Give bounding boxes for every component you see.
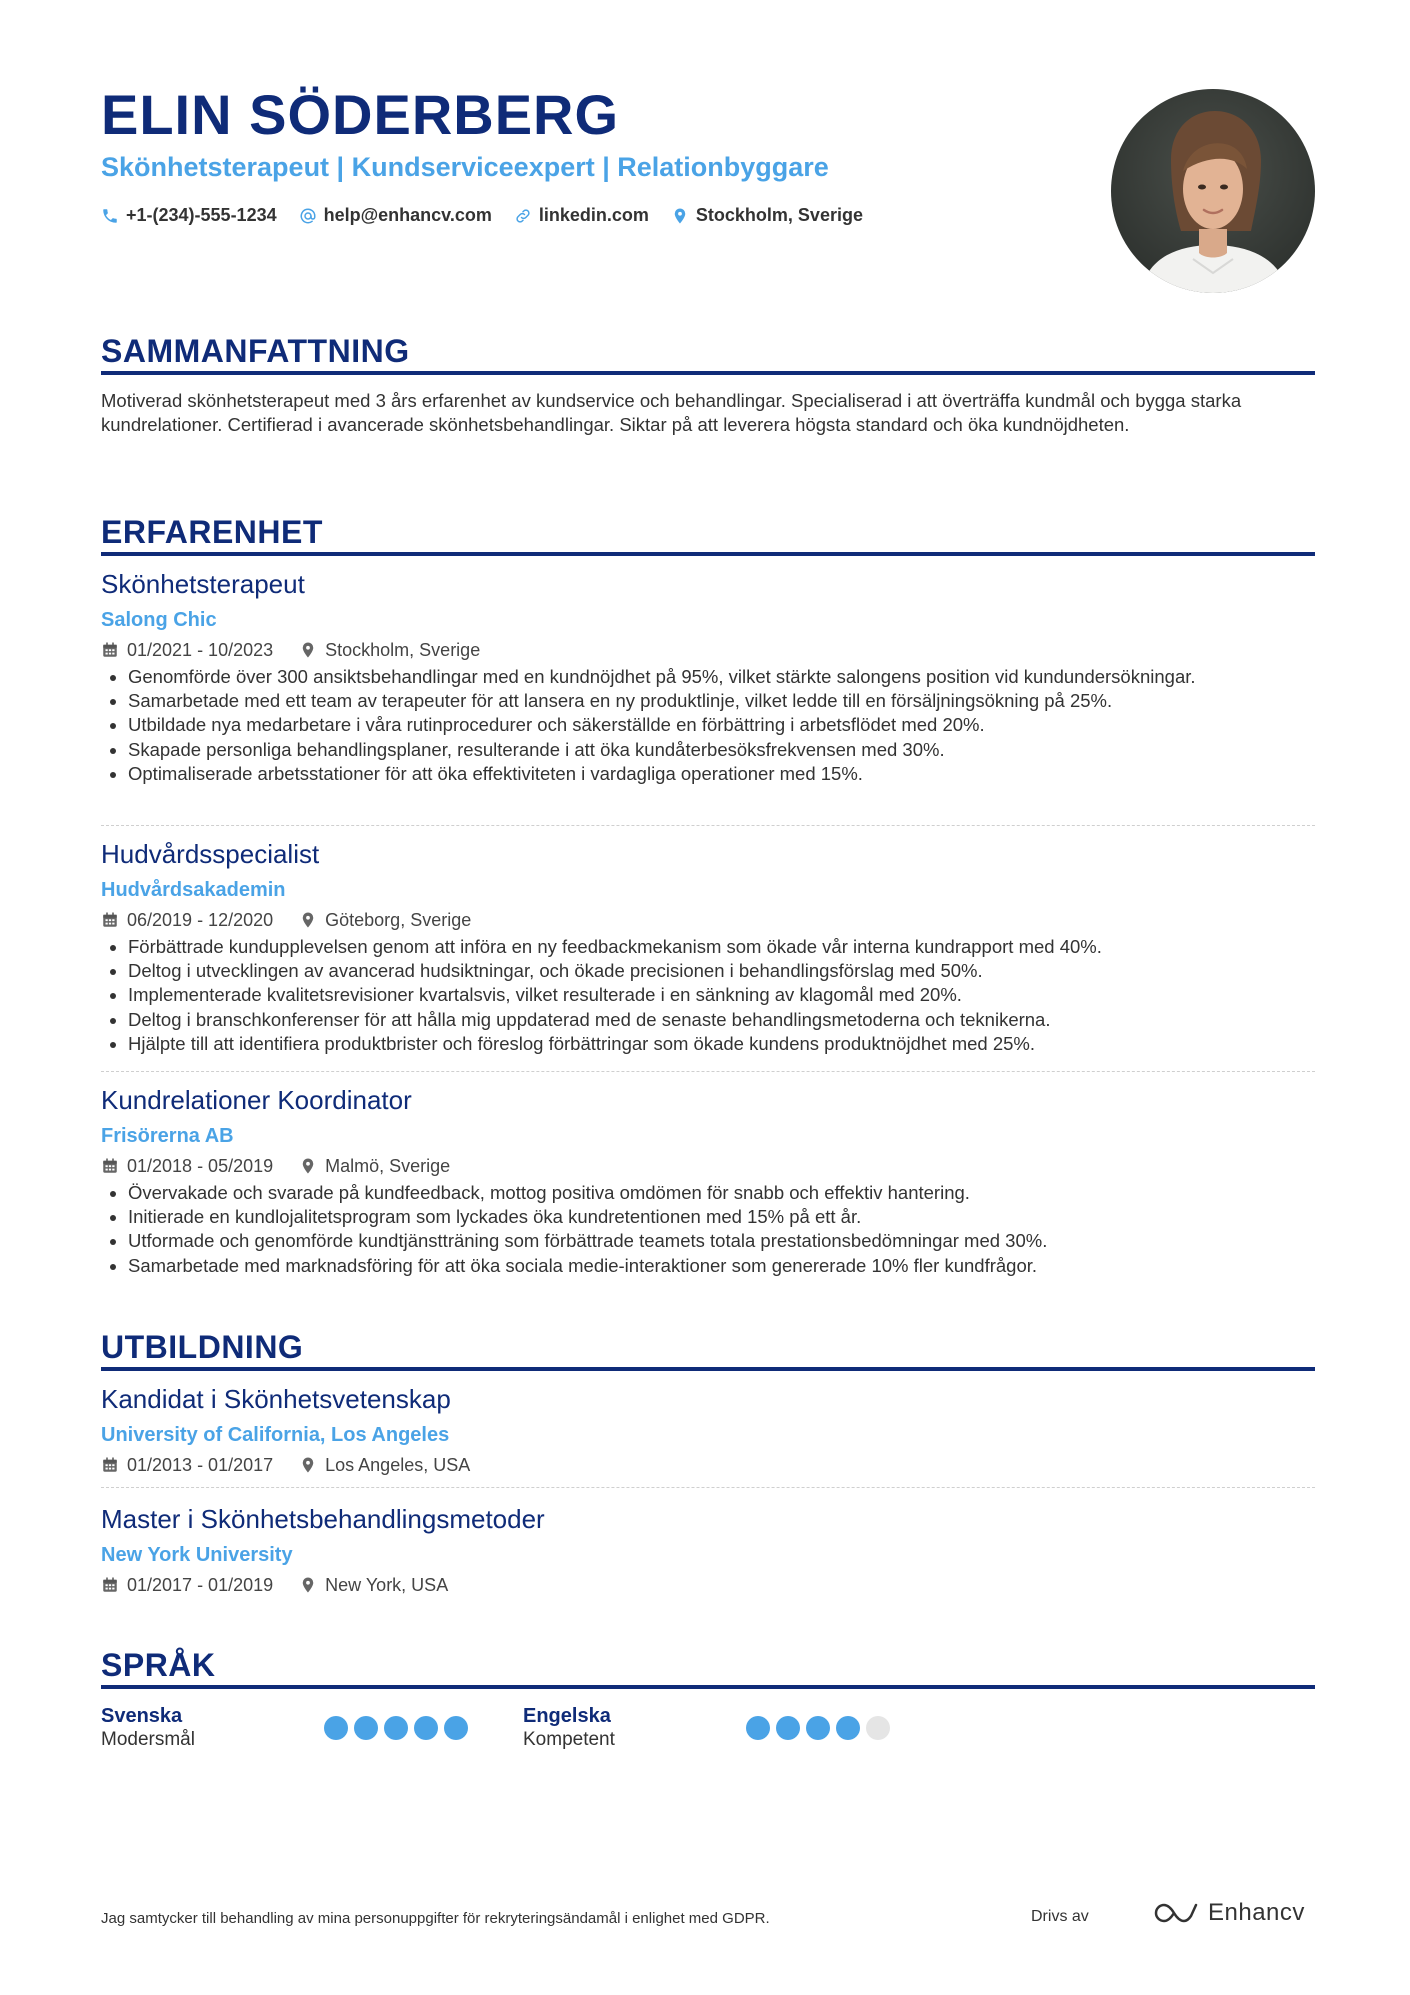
language-level: Kompetent [523,1729,615,1750]
section-rule [101,1685,1315,1689]
date-range [101,1454,273,1476]
degree-title: Kandidat i Skönhetsvetenskap [101,1384,451,1414]
list-item: • Förbättrade kundupplevelsen genom att införa en ny feedbackmekanism som ökade vår interna kundrapport med 40%. [128,935,1315,959]
location-text: Stockholm, Sverige [695,205,863,225]
list-item: • Optimaliserade arbetsstationer för att öka effektiviteten i vardagliga operationer med 15%. [128,762,1315,786]
contact-email[interactable] [299,205,492,226]
section-title-education: UTBILDNING [101,1329,304,1365]
section-rule [101,371,1315,375]
phone-text: +1-(234)-555-1234 [126,205,277,225]
phone-icon [101,207,119,225]
map-pin-icon [671,207,689,225]
achievement-list [101,935,1315,1056]
location-text: New York, USA [325,1575,449,1595]
degree-title: Master i Skönhetsbehandlingsmetoder [101,1504,545,1534]
portrait-photo-icon [1111,89,1315,293]
section-title-experience: ERFARENHET [101,514,323,550]
entry-divider [101,1071,1315,1072]
location-text: Malmö, Sverige [325,1156,451,1176]
list-item: • Samarbetade med marknadsföring för att öka sociala medie-interaktioner som genererade 10% fler kundfrågor. [128,1254,1315,1278]
dates-text: 01/2021 - 10/2023 [127,640,274,660]
list-item: • Övervakade och svarade på kundfeedback, mottog positiva omdömen för snabb och effektiv hantering. [128,1181,1315,1205]
date-range [101,1574,273,1596]
calendar-icon [101,1157,119,1175]
enhancv-logo[interactable] [1152,1899,1305,1927]
rating-dot-filled [384,1716,408,1740]
dates-text: 01/2013 - 01/2017 [127,1455,274,1475]
job-location [299,1155,450,1177]
job-title: Skönhetsterapeut [101,569,305,599]
map-pin-icon [299,1576,317,1594]
rating-dot-filled [776,1716,800,1740]
language-name: Engelska [523,1705,611,1727]
contact-phone[interactable] [101,205,277,226]
school-location [299,1574,448,1596]
linkedin-text: linkedin.com [538,205,649,225]
location-text: Göteborg, Sverige [325,910,472,930]
tagline: Skönhetsterapeut | Kundserviceexpert | Relationbyggare [101,152,829,182]
education-entry [101,1502,1315,1596]
job-location [299,639,480,661]
list-item: • Samarbetade med ett team av terapeuter för att lansera en ny produktlinje, vilket ledde till en försäljningsökning på 25%. [128,689,1315,713]
section-title-summary: SAMMANFATTNING [101,333,410,369]
rating-dot-filled [746,1716,770,1740]
school-name: New York University [101,1544,293,1566]
dates-text: 06/2019 - 12/2020 [127,910,274,930]
school-name: University of California, Los Angeles [101,1424,450,1446]
company-name: Salong Chic [101,609,217,631]
list-item: • Utbildade nya medarbetare i våra rutinprocedurer och säkerställde en förbättring i arbetsflödet med 20%. [128,713,1315,737]
map-pin-icon [299,1456,317,1474]
list-item: • Skapade personliga behandlingsplaner, resulterande i att öka kundåterbesöksfrekvensen med 30%. [128,738,1315,762]
map-pin-icon [299,1157,317,1175]
experience-entry [101,567,1315,786]
location-text: Los Angeles, USA [325,1455,471,1475]
list-item: • Implementerade kvalitetsrevisioner kvartalsvis, vilket resulterade i en sänkning av klagomål med 20%. [128,983,1315,1007]
map-pin-icon [299,641,317,659]
job-title: Hudvårdsspecialist [101,839,320,869]
rating-dot-empty [866,1716,890,1740]
language-name: Svenska [101,1705,183,1727]
dates-text: 01/2017 - 01/2019 [127,1575,274,1595]
rating-dot-filled [414,1716,438,1740]
rating-dot-filled [836,1716,860,1740]
entry-divider [101,1487,1315,1488]
list-item: • Initierade en kundlojalitetsprogram som lyckades öka kundretentionen med 15% på ett år. [128,1205,1315,1229]
rating-dot-filled [806,1716,830,1740]
summary-text: Motiverad skönhetsterapeut med 3 års erfarenhet av kundservice och behandlingar. Specialiserad i att överträffa kundmål och bygga starka kundrelationer. Certifierad i avancerade skönhetsbehandlingar. Siktar på att leverera högsta standard och öka kundnöjdheten. [101,390,1242,435]
language-level: Modersmål [101,1729,195,1750]
job-meta [101,909,1315,931]
job-location [299,909,471,931]
list-item: • Deltog i branschkonferenser för att hålla mig uppdaterad med de senaste behandlingsmetoderna och teknikerna. [128,1008,1315,1032]
rating-dot-filled [444,1716,468,1740]
language-item [523,1704,943,1752]
map-pin-icon [299,911,317,929]
calendar-icon [101,1576,119,1594]
calendar-icon [101,641,119,659]
link-icon [514,207,532,225]
education-meta [101,1454,1315,1476]
job-meta [101,1155,1315,1177]
list-item: • Deltog i utvecklingen av avancerad hudsiktningar, och ökade precisionen i behandlingsförslag med 50%. [128,959,1315,983]
achievement-list [101,665,1315,786]
calendar-icon [101,911,119,929]
company-name: Hudvårdsakademin [101,879,286,901]
contact-location [671,205,863,226]
language-rating [324,1716,468,1740]
education-entry [101,1382,1315,1476]
date-range [101,639,273,661]
achievement-list [101,1181,1315,1278]
contact-linkedin[interactable] [514,205,649,226]
calendar-icon [101,1456,119,1474]
experience-entry [101,837,1315,1056]
enhancv-logo-icon [1152,1900,1200,1926]
date-range [101,1155,273,1177]
at-icon [299,207,317,225]
school-location [299,1454,470,1476]
section-rule [101,1367,1315,1371]
email-text: help@enhancv.com [323,205,492,225]
brand-name: Enhancv [1208,1899,1305,1926]
candidate-name: ELIN SÖDERBERG [101,83,620,146]
experience-entry [101,1083,1315,1278]
location-text: Stockholm, Sverige [325,640,481,660]
section-rule [101,552,1315,556]
job-meta [101,639,1315,661]
section-title-languages: SPRÅK [101,1647,216,1683]
avatar [1111,89,1315,293]
education-meta [101,1574,1315,1596]
job-title: Kundrelationer Koordinator [101,1085,412,1115]
rating-dot-filled [354,1716,378,1740]
contact-bar [101,205,863,226]
language-rating [746,1716,890,1740]
dates-text: 01/2018 - 05/2019 [127,1156,274,1176]
language-item [101,1704,521,1752]
entry-divider [101,825,1315,826]
list-item: • Utformade och genomförde kundtjänstträning som förbättrade teamets totala prestationsbedömningar med 30%. [128,1229,1315,1253]
list-item: • Hjälpte till att identifiera produktbrister och föreslog förbättringar som ökade kundens produktnöjdhet med 25%. [128,1032,1315,1056]
powered-by-label: Drivs av [1031,1908,1089,1925]
list-item: • Genomförde över 300 ansiktsbehandlingar med en kundnöjdhet på 95%, vilket stärkte salongens position vid kundundersökningar. [128,665,1315,689]
rating-dot-filled [324,1716,348,1740]
gdpr-consent: Jag samtycker till behandling av mina personuppgifter för rekryteringsändamål i enlighet med GDPR. [101,1910,770,1927]
company-name: Frisörerna AB [101,1125,234,1147]
date-range [101,909,273,931]
